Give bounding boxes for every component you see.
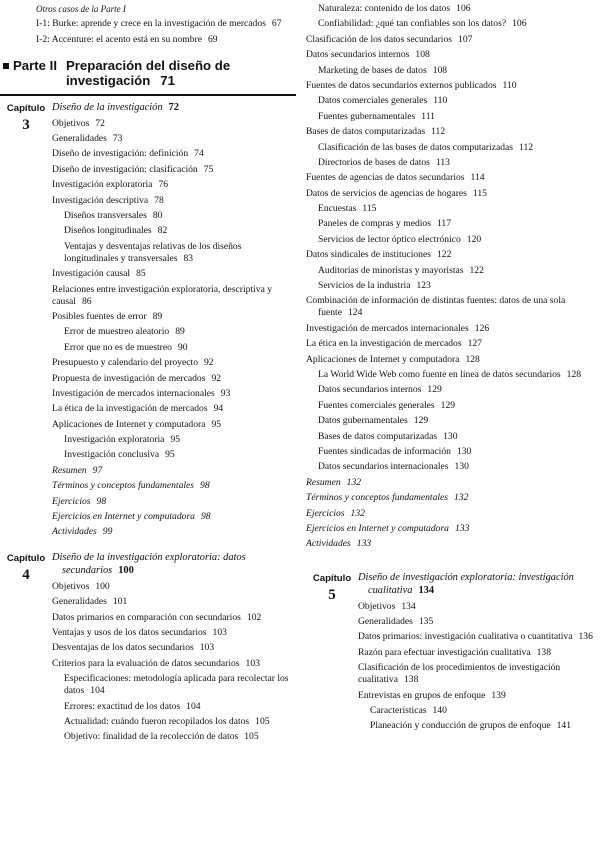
toc-entry-title: Relaciones entre investigación exploratoria, descriptiva y causal	[52, 283, 273, 307]
toc-entry-title: Desventajas de los datos secundarios	[52, 642, 194, 654]
toc-entry	[52, 403, 296, 415]
toc-entry	[52, 716, 296, 728]
toc-entry-page: 112	[519, 141, 534, 153]
toc-entry-page: 103	[199, 642, 215, 654]
toc-entry	[306, 295, 600, 319]
toc-entry-page: 112	[431, 126, 446, 138]
toc-entry-title: I-1: Burke: aprende y crece en la investigación de mercados	[36, 18, 266, 30]
toc-entry	[52, 673, 296, 697]
toc-entry-title: Actividades	[52, 526, 97, 538]
toc-entry	[52, 210, 296, 222]
toc-entry-title: Generalidades	[358, 616, 413, 628]
toc-entry-page: 115	[362, 203, 377, 215]
toc-entry-page: 126	[474, 322, 490, 334]
toc-entry	[52, 581, 296, 593]
toc-entry-title: Diseños longitudinales	[64, 225, 152, 237]
toc-entry-title: Fuentes sindicadas de información	[318, 445, 451, 457]
toc-entry-page: 85	[136, 268, 146, 280]
toc-entry	[52, 179, 296, 191]
toc-entry	[52, 496, 296, 508]
toc-entry-title: Servicios de lector óptico electrónico	[318, 233, 461, 245]
toc-entry	[52, 133, 296, 145]
toc-entry-page: 129	[440, 399, 456, 411]
toc-entry-title: Actividades	[306, 538, 351, 550]
toc-entry-page: 132	[350, 507, 365, 519]
toc-entry-page: 103	[212, 627, 227, 638]
toc-entry	[358, 647, 600, 659]
chapter-number: 3	[22, 116, 30, 133]
chapter-block	[306, 572, 600, 732]
toc-entry	[306, 265, 600, 277]
toc-entry-page: 141	[556, 720, 572, 732]
toc-entry	[306, 218, 600, 230]
chapter-label	[0, 553, 52, 584]
toc-entry-page: 138	[403, 674, 419, 686]
toc-entry-title: Ejercicios en Internet y computadora	[52, 511, 195, 523]
toc-entry-title: Clasificación de las bases de datos computarizadas	[318, 141, 514, 153]
toc-entry	[52, 465, 296, 477]
toc-entry-page: 111	[421, 110, 435, 122]
toc-entry-page: 114	[470, 172, 485, 184]
toc-entry-title: Errores: exactitud de los datos	[64, 700, 181, 712]
toc-entry-page: 89	[175, 326, 185, 338]
toc-entry-page: 100	[95, 580, 110, 592]
toc-entry-title: Auditorías de minoristas y mayoristas	[318, 264, 464, 276]
left-chapters	[0, 102, 296, 744]
toc-entry	[0, 34, 296, 46]
chapter-title-text: Diseño de investigación exploratoria: investigación cualitativa	[358, 572, 574, 596]
toc-entry	[52, 658, 296, 670]
toc-entry-title: Marketing de bases de datos	[318, 64, 427, 76]
toc-entry-title: Datos de servicios de agencias de hogares	[306, 187, 467, 199]
toc-entry-page: 92	[211, 372, 222, 384]
toc-entry	[52, 642, 296, 654]
chapter-title-text: Diseño de la investigación exploratoria: datos secundarios	[52, 552, 246, 576]
square-bullet-icon	[3, 63, 9, 69]
toc-entry-page: 128	[566, 368, 582, 380]
toc-entry-page: 120	[466, 233, 482, 245]
toc-entry-page: 83	[183, 252, 194, 264]
toc-entry-title: Fuentes gubernamentales	[318, 110, 416, 122]
toc-entry-title: Encuestas	[318, 203, 357, 215]
toc-entry-page: 105	[244, 731, 259, 743]
toc-entry	[52, 612, 296, 624]
toc-entry-title: Investigación descriptiva	[52, 194, 149, 206]
toc-entry-title: Diseño de investigación: definición	[52, 148, 189, 160]
toc-entry	[358, 720, 600, 732]
toc-entry-page: 106	[512, 18, 527, 30]
toc-entry-title: Criterios para la evaluación de datos secundarios	[52, 657, 240, 669]
chapter-page: 134	[418, 584, 435, 596]
toc-entry-title: Generalidades	[52, 596, 107, 608]
toc-entry	[306, 203, 600, 215]
toc-entry-page: 117	[436, 218, 452, 230]
toc-entry-page: 115	[472, 187, 487, 199]
toc-entry-page: 97	[92, 464, 103, 476]
chapter-label	[306, 573, 358, 604]
toc-entry-title: Datos secundarios internos	[306, 49, 410, 61]
toc-entry	[306, 249, 600, 261]
toc-entry-page: 110	[502, 79, 517, 91]
toc-entry-title: Ejercicios en Internet y computadora	[306, 522, 449, 534]
toc-entry-page: 129	[413, 415, 429, 427]
toc-entry	[306, 338, 600, 350]
toc-entry	[306, 477, 600, 489]
toc-entry	[306, 18, 600, 30]
toc-entry	[52, 225, 296, 237]
toc-entry	[52, 373, 296, 385]
toc-entry	[306, 3, 600, 15]
chapter-number: 4	[22, 567, 30, 584]
toc-entry-page: 133	[356, 538, 372, 550]
chapter-label	[0, 103, 52, 134]
toc-entry-page: 98	[96, 495, 107, 507]
toc-entry-title: Bases de datos computarizadas	[318, 430, 438, 442]
chapter-title	[358, 572, 600, 597]
toc-entry	[306, 234, 600, 246]
part-page: 71	[160, 72, 175, 88]
toc-entry-title: Objetivos	[52, 580, 90, 592]
toc-entry-title: Entrevistas en grupos de enfoque	[358, 689, 486, 701]
toc-entry-page: 98	[200, 480, 210, 492]
toc-entry-page: 90	[177, 341, 188, 353]
toc-entry	[52, 480, 296, 492]
toc-entry-page: 95	[211, 418, 222, 430]
chapter-title	[52, 552, 296, 577]
toc-entry-title: Directorios de bases de datos	[318, 156, 430, 168]
toc-entry	[306, 523, 600, 535]
toc-entry-title: I-2: Accenture: el acento está en su nombre	[36, 33, 202, 45]
toc-entry-title: Aplicaciones de Internet y computadora	[306, 353, 460, 365]
toc-entry-title: La World Wide Web como fuente en línea de datos secundarios	[318, 368, 561, 380]
toc-entry-title: Datos secundarios internos	[318, 384, 422, 396]
toc-entry-page: 106	[456, 3, 471, 14]
toc-entry-title: Objetivos	[52, 117, 90, 129]
toc-right-column	[306, 0, 600, 736]
toc-entry-page: 95	[170, 434, 181, 446]
toc-entry-page: 127	[467, 338, 482, 350]
toc-entry	[52, 268, 296, 280]
toc-entry-title: Resumen	[306, 476, 341, 488]
toc-entry-page: 132	[454, 492, 469, 504]
toc-entry-title: Presupuesto y calendario del proyecto	[52, 357, 198, 369]
toc-entry-page: 80	[152, 210, 163, 222]
toc-entry-title: Datos primarios en comparación con secundarios	[52, 611, 241, 623]
toc-entry-title: Resumen	[52, 464, 87, 476]
toc-entry	[306, 157, 600, 169]
chapter-page: 72	[168, 101, 179, 113]
toc-entry-page: 67	[271, 18, 282, 30]
toc-entry	[306, 49, 600, 61]
toc-entry	[52, 419, 296, 431]
toc-entry-title: Términos y conceptos fundamentales	[306, 492, 449, 504]
toc-entry-title: Fuentes de datos secundarios externos publicados	[306, 79, 497, 91]
toc-entry-title: Posibles fuentes de error	[52, 310, 147, 322]
chapter-5-block	[306, 572, 600, 732]
toc-entry-title: Ventajas y desventajas relativas de los diseños longitudinales y transversales	[64, 240, 242, 264]
toc-entry	[52, 434, 296, 446]
toc-entry-title: Razón para efectuar investigación cualitativa	[358, 646, 531, 658]
chapter-block	[0, 102, 296, 539]
toc-entry-page: 103	[245, 657, 260, 669]
toc-entry-page: 136	[578, 631, 593, 643]
toc-entry-page: 133	[454, 522, 470, 534]
toc-entry	[52, 284, 296, 308]
toc-entry	[306, 188, 600, 200]
toc-entry	[52, 511, 296, 523]
toc-entry-title: Propuesta de investigación de mercados	[52, 372, 206, 384]
toc-entry-title: Naturaleza: contenido de los datos	[318, 3, 451, 14]
toc-entry	[306, 384, 600, 396]
toc-entry-page: 78	[154, 194, 164, 206]
toc-entry-page: 130	[454, 461, 469, 473]
toc-entry-title: Ventajas y usos de los datos secundarios	[52, 627, 207, 638]
toc-entry-page: 101	[112, 596, 128, 608]
toc-entry	[52, 701, 296, 713]
toc-entry	[306, 142, 600, 154]
toc-entry-page: 122	[469, 264, 484, 276]
toc-entry	[52, 627, 296, 639]
toc-entry	[306, 323, 600, 335]
toc-entry-page: 104	[90, 685, 105, 697]
toc-entry-title: Términos y conceptos fundamentales	[52, 480, 195, 492]
toc-entry-title: La ética de la investigación de mercados	[52, 403, 208, 415]
toc-entry	[306, 508, 600, 520]
toc-entry	[306, 80, 600, 92]
toc-entry-page: 122	[436, 249, 452, 261]
toc-entry-title: Error que no es de muestreo	[64, 341, 172, 353]
toc-entry	[306, 415, 600, 427]
toc-entry	[358, 601, 600, 613]
toc-entry-page: 72	[95, 117, 105, 129]
toc-entry-title: Diseños transversales	[64, 210, 147, 222]
toc-entry-page: 104	[186, 700, 201, 712]
toc-entry	[306, 354, 600, 366]
toc-entry	[306, 111, 600, 123]
toc-entry-page: 76	[158, 179, 169, 191]
toc-entry	[358, 616, 600, 628]
toc-entry	[358, 705, 600, 717]
toc-entry-title: Investigación exploratoria	[64, 434, 165, 446]
toc-entry-title: Datos secundarios internacionales	[318, 461, 449, 473]
toc-entry	[52, 388, 296, 400]
toc-entry	[358, 690, 600, 702]
toc-entry	[52, 526, 296, 538]
chapter-page: 100	[118, 564, 134, 576]
toc-entry-title: Investigación de mercados internacionales	[306, 322, 469, 334]
chapter-title	[52, 102, 296, 115]
toc-entry-title: Aplicaciones de Internet y computadora	[52, 418, 206, 430]
toc-entry	[52, 241, 296, 265]
toc-entry	[358, 631, 600, 643]
toc-entry	[52, 731, 296, 743]
toc-left-column	[0, 0, 296, 747]
other-cases-list	[0, 0, 296, 46]
toc-entry	[306, 95, 600, 107]
toc-entry-title: Objetivo: finalidad de la recolección de datos	[64, 731, 239, 743]
toc-entry	[306, 446, 600, 458]
toc-entry-page: 135	[418, 616, 434, 628]
toc-entry	[52, 342, 296, 354]
chapter-word: Capítulo	[6, 102, 46, 114]
toc-entry-title: Datos primarios: investigación cualitativa o cuantitativa	[358, 631, 573, 643]
toc-entry-page: 113	[435, 156, 450, 168]
toc-entry-page: 129	[427, 384, 442, 396]
toc-entry	[306, 431, 600, 443]
toc-entry-page: 102	[246, 611, 262, 623]
toc-entry-page: 95	[165, 449, 175, 461]
toc-entry	[0, 18, 296, 30]
toc-entry-page: 130	[443, 430, 458, 442]
toc-entry-title: Investigación exploratoria	[52, 179, 153, 191]
toc-entry-page: 132	[346, 476, 362, 488]
part-divider	[0, 94, 296, 96]
toc-entry	[306, 34, 600, 46]
toc-entry-page: 82	[157, 225, 168, 237]
toc-entry-title: Datos sindicales de instituciones	[306, 249, 431, 261]
toc-entry-page: 92	[204, 357, 214, 369]
toc-entry-title: Diseño de investigación: clasificación	[52, 163, 198, 175]
chapter-block	[0, 552, 296, 743]
toc-entry-title: Investigación de mercados internacionales	[52, 387, 215, 399]
toc-entry-page: 89	[152, 310, 163, 322]
toc-entry-title: Error de muestreo aleatorio	[64, 326, 170, 338]
toc-entry-page: 139	[491, 689, 506, 701]
toc-entry-page: 74	[194, 148, 204, 160]
toc-entry-page: 94	[213, 403, 224, 415]
chapter-word: Capítulo	[312, 573, 352, 585]
toc-entry	[52, 326, 296, 338]
toc-entry-page: 134	[401, 600, 416, 612]
toc-entry-page: 93	[220, 387, 231, 399]
toc-entry	[306, 492, 600, 504]
toc-entry-page: 107	[458, 33, 473, 45]
toc-entry-page: 73	[112, 133, 123, 145]
toc-entry-page: 140	[432, 705, 447, 717]
toc-entry	[52, 164, 296, 176]
toc-entry-page: 98	[200, 511, 211, 523]
part-label: Parte II	[13, 57, 57, 73]
toc-entry-page: 128	[465, 353, 480, 365]
toc-entry-title: Paneles de compras y medios	[318, 218, 431, 230]
toc-entry	[306, 538, 600, 550]
toc-entry-page: 75	[203, 163, 214, 175]
toc-entry-title: Actualidad: cuándo fueron recopilados los datos	[64, 715, 250, 727]
toc-entry-page: 123	[416, 280, 431, 292]
toc-entry-page: 108	[432, 64, 448, 76]
toc-entry	[306, 400, 600, 412]
toc-entry	[52, 148, 296, 160]
toc-entry-page: 110	[433, 95, 448, 107]
toc-entry-title: Planeación y conducción de grupos de enfoque	[370, 720, 551, 732]
toc-entry	[358, 662, 600, 686]
toc-entry	[306, 126, 600, 138]
toc-entry	[52, 195, 296, 207]
chapter-word: Capítulo	[6, 553, 46, 565]
toc-entry-title: Clasificación de los datos secundarios	[306, 33, 453, 45]
part-title: Preparación del diseño de investigación	[66, 57, 231, 88]
toc-entry-title: Especificaciones: metodología aplicada para recolectar los datos	[64, 673, 289, 697]
toc-entry-title: Investigación conclusiva	[64, 449, 160, 461]
toc-entry-title: Características	[370, 705, 427, 717]
toc-entry-title: Bases de datos computarizadas	[306, 126, 426, 138]
toc-entry	[306, 369, 600, 381]
toc-entry-title: Objetivos	[358, 600, 396, 612]
toc-entry-page: 99	[102, 526, 113, 538]
toc-entry-page: 108	[415, 49, 430, 61]
toc-entry	[306, 461, 600, 473]
toc-entry-title: Investigación causal	[52, 268, 131, 280]
toc-entry	[52, 311, 296, 323]
toc-entry-title: Otros casos de la Parte I	[36, 4, 126, 14]
toc-entry-title: Combinación de información de distintas fuentes: datos de una sola fuente	[306, 295, 566, 319]
toc-entry	[52, 449, 296, 461]
toc-entry-page: 130	[456, 445, 472, 457]
toc-entry	[52, 596, 296, 608]
toc-entry-title: Fuentes de agencias de datos secundarios	[306, 172, 465, 184]
toc-entry-page: 69	[207, 33, 218, 45]
toc-entry-page: 138	[536, 646, 551, 658]
toc-entry	[306, 65, 600, 77]
toc-entry-title: Ejercicios	[52, 495, 91, 507]
toc-entry-title: Clasificación de los procedimientos de investigación cualitativa	[358, 662, 561, 686]
toc-entry-page: 105	[255, 715, 270, 727]
toc-entry-title: Datos comerciales generales	[318, 95, 428, 107]
chapter-4-continued-list	[306, 0, 600, 550]
chapter-title-text: Diseño de la investigación	[52, 101, 163, 113]
toc-entry-title: Datos gubernamentales	[318, 415, 408, 427]
toc-entry-title: Confiabilidad: ¿qué tan confiables son los datos?	[318, 18, 507, 30]
toc-entry-title: La ética en la investigación de mercados	[306, 338, 462, 350]
toc-entry-page: 86	[81, 295, 92, 307]
toc-entry	[0, 3, 296, 15]
toc-entry	[52, 357, 296, 369]
toc-entry-title: Ejercicios	[306, 507, 345, 519]
toc-entry	[52, 118, 296, 130]
toc-entry-page: 124	[347, 307, 363, 319]
toc-entry	[306, 172, 600, 184]
toc-entry-title: Generalidades	[52, 133, 107, 145]
toc-entry-title: Fuentes comerciales generales	[318, 399, 435, 411]
toc-entry-title: Servicios de la industria	[318, 280, 411, 292]
part-heading	[0, 58, 296, 88]
chapter-number: 5	[328, 587, 336, 604]
toc-entry	[306, 280, 600, 292]
